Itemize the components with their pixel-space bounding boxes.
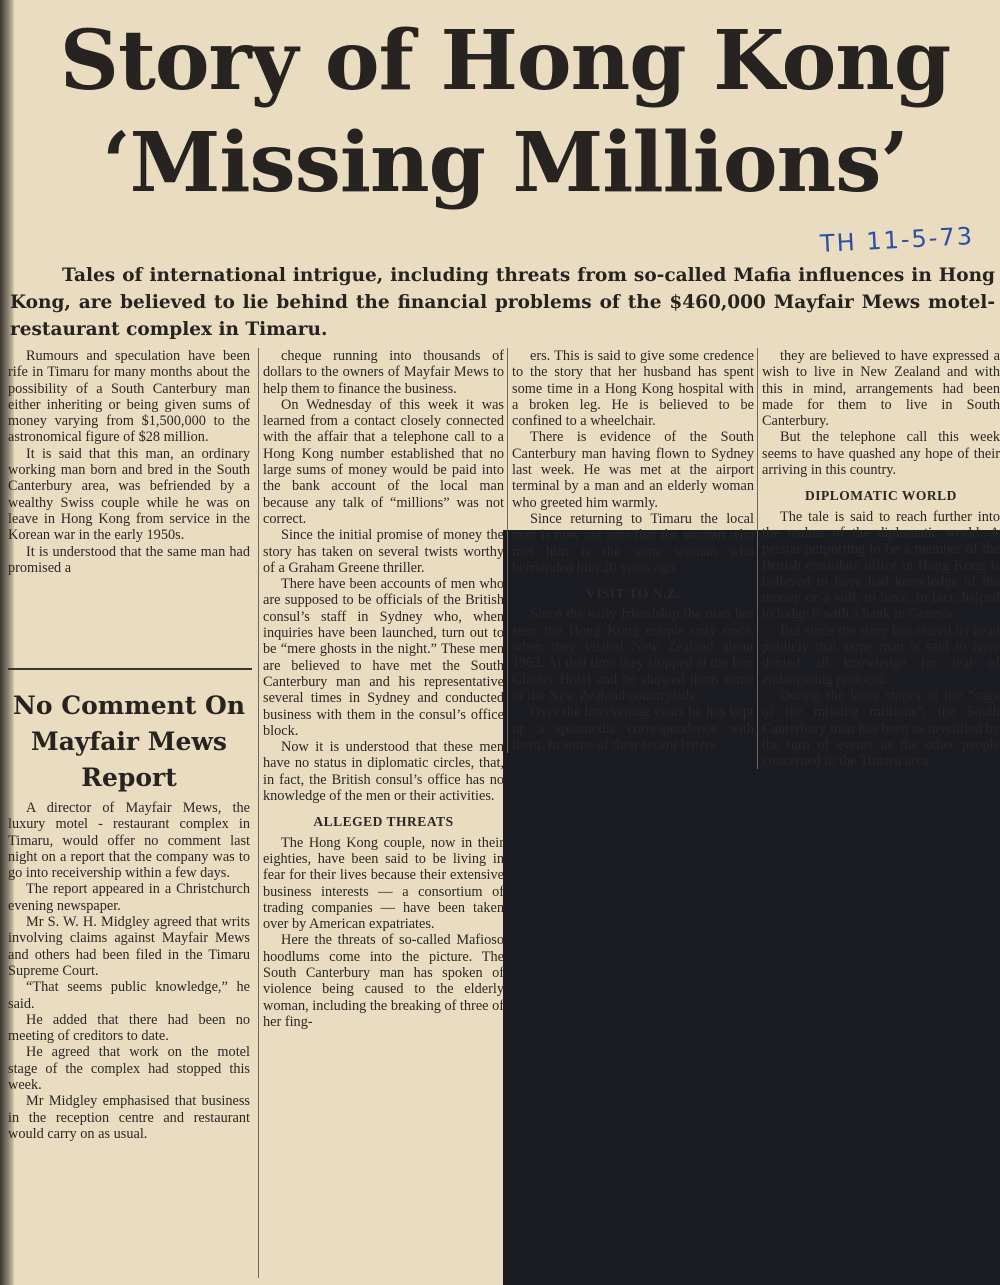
paragraph: cheque running into thousands of dollars to the owners of Mayfair Mews to help them to finance the business.: [263, 348, 504, 397]
subhead-diplomatic-world: DIPLOMATIC WORLD: [805, 488, 957, 504]
paragraph: Here the threats of so-called Mafioso hoodlums come into the picture. The South Canterbury man has spoken of violence being caused to the elderly woman, including the breaking of three of her fing-: [263, 932, 504, 1030]
paragraph: He added that there had been no meeting of creditors to date.: [8, 1011, 250, 1045]
paragraph: Mr S. W. H. Midgley agreed that writs involving claims against Mayfair Mews and others had been filed in the Timaru Supreme Court.: [8, 914, 250, 979]
standfirst: Tales of international intrigue, including threats from so-called Mafia influences in Hong Kong, are believed to lie behind the financial problems of the $460,000 Mayfair Mews motel-restaurant complex in Timaru.: [10, 265, 995, 340]
article-column-3: [507, 348, 754, 753]
paragraph: It is said that this man, an ordinary working man born and bred in the South Canterbury area, was befriended by a wealthy Swiss couple while he was on leave in Hong Kong from service in the Korean war in the early 1950s.: [8, 445, 250, 544]
paragraph: The tale is said to reach further into the realms of the diplomatic world. A person purporting to be a member of the British consulate office in Hong Kong is believed to have had knowledge of the money or a will, to have, in fact, helped to lodge it with a bank in Geneva.: [762, 508, 1000, 623]
paragraph: A director of Mayfair Mews, the luxury motel - restaurant complex in Timaru, would offer no comment last night on a report that the company was to go into receivership within a few days.: [8, 800, 250, 882]
paragraph: There have been accounts of men who are supposed to be officials of the British consul’s staff in Sydney who, when inquiries have been launched, turn out to be “mere ghosts in the night.” These men are believed to have met the South Canterbury man and his representative several times in Sydney and conducted business with them in the consul’s office block.: [263, 576, 504, 739]
paragraph: “That seems public knowledge,” he said.: [8, 979, 250, 1012]
paragraph: It is understood that the same man had promised a: [8, 543, 250, 576]
handwritten-date-annotation: TH 11-5-73: [819, 221, 975, 259]
article-column-2: [258, 348, 504, 1278]
paragraph: Since the initial promise of money the story has taken on several twists worthy of a Graham Greene thriller.: [263, 527, 504, 576]
paragraph: On Wednesday of this week it was learned from a contact closely connected with the affair that a telephone call to a Hong Kong number established that no large sums of money would be paid into the bank account of the local man because any talk of “millions” was not correct.: [263, 396, 504, 527]
subhead-alleged-threats: ALLEGED THREATS: [313, 814, 454, 830]
paragraph: During the latter stages of the “saga of the missing millions”, the South Canterbury man has been as mystified by the turn of events as the other people concerned in the Timaru area.: [762, 687, 1000, 770]
paragraph: Since the early friendship the man has seen the Hong Kong couple only once, when they visited New Zealand about 1962. At that time they stopped at the Fox Glacier Hotel and he showed them some of the New Zealand countryside.: [512, 606, 754, 704]
paragraph: Over the intervening years he has kept up a spasmodic correspondence with them. In some of their recent letters: [512, 704, 754, 753]
paragraph: The report appeared in a Christchurch evening newspaper.: [8, 881, 250, 914]
headline-line-1: Story of Hong Kong: [59, 13, 951, 109]
paragraph: Now it is understood that these men have no status in diplomatic circles, that, in fact, the British consul’s office has no knowledge of the men or their activities.: [263, 739, 504, 805]
subhead-visit-nz: VISIT TO N.Z.: [585, 586, 681, 602]
paragraph: ers. This is said to give some credence to the story that her husband has spent some time in a Hong Kong hospital with a broken leg. He is believed to be confined to a wheelchair.: [512, 348, 754, 430]
box-story: [8, 800, 250, 1142]
paragraph: Rumours and speculation have been rife in Timaru for many months about the possibility of a South Canterbury man either inheriting or being given sums of money varying from $1,500,000 to the astronomical figure of $28 million.: [8, 348, 250, 446]
box-headline: No Comment On Mayfair Mews Report: [13, 691, 245, 792]
paragraph: The Hong Kong couple, now in their eighties, have been said to be living in fear for their lives because their extensive business interests — a consortium of trading companies — have been taken over by American expatriates.: [263, 834, 504, 933]
paragraph: He agreed that work on the motel stage of the complex had stopped this week.: [8, 1044, 250, 1094]
headline: [20, 10, 990, 214]
box-divider: [8, 668, 252, 670]
paragraph: But since the story has reared its head publicly that same man is said to have denied all knowledge for fear of endangering protocol.: [762, 622, 1000, 688]
paragraph: they are believed to have expressed a wish to live in New Zealand and with this in mind, arrangements had been made for them to live in South Canterbury.: [762, 348, 1000, 430]
article-column-4: [757, 348, 1000, 769]
paragraph: Since returning to Timaru the local man is now not sure that the woman who met him is the same woman who befriended him 20 years ago.: [512, 510, 754, 576]
paragraph: Mr Midgley emphasised that business in the reception centre and restaurant would carry on as usual.: [8, 1093, 250, 1142]
paragraph: There is evidence of the South Canterbury man having flown to Sydney last week. He was met at the airport terminal by a man and an elderly woman who greeted him warmly.: [512, 429, 754, 511]
paragraph: But the telephone call this week seems to have quashed any hope of their arriving in this country.: [762, 429, 1000, 479]
article-column-1: [8, 348, 250, 576]
headline-line-2: ‘Missing Millions’: [102, 115, 908, 211]
